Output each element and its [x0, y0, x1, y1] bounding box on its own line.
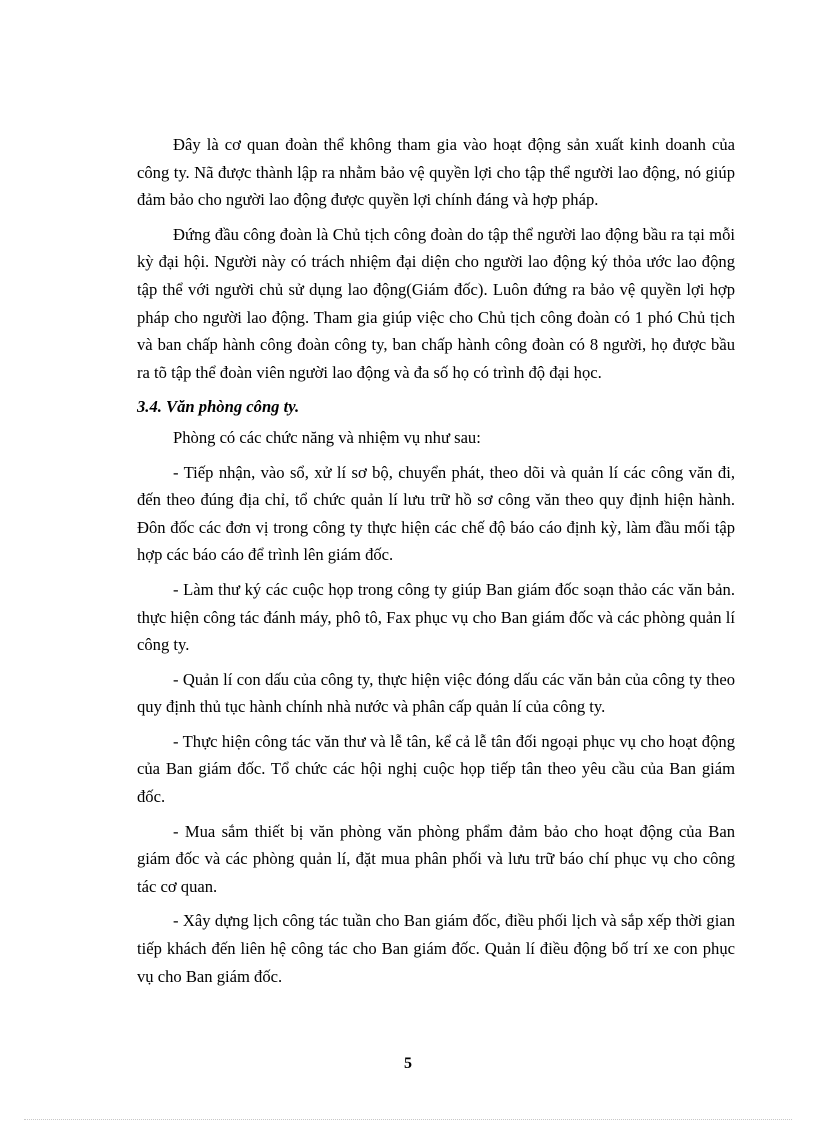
paragraph-office-intro: Phòng có các chức năng và nhiệm vụ như sau: — [173, 427, 481, 447]
paragraph-office-duty-1: - Tiếp nhận, vào sổ, xử lí sơ bộ, chuyển phát, theo dõi và quản lí các công văn đi, đến theo đúng địa chỉ, tổ chức quản lí lưu trữ hồ sơ công văn theo quy định hiện hành. Đôn đốc các đơn vị trong công ty thực hiện các chế độ báo cáo định kỳ, làm đầu mối tập hợp các báo cáo để trình lên giám đốc. — [137, 462, 735, 565]
paragraph-office-duty-5: - Mua sắm thiết bị văn phòng văn phòng phẩm đảm bảo cho hoạt động của Ban giám đốc và các phòng quản lí, đặt mua phân phối và lưu trữ báo chí phục vụ cho công tác cơ quan. — [137, 821, 735, 896]
paragraph-union-overview: Đây là cơ quan đoàn thể không tham gia vào hoạt động sản xuất kinh doanh của công ty. Nã được thành lập ra nhằm bảo vệ quyền lợi cho tập thể người lao động, nó giúp đảm bảo cho người lao động được quyền lợi chính đáng và hợp pháp. — [137, 135, 735, 210]
paragraph-office-duty-4: - Thực hiện công tác văn thư và lễ tân, kể cả lễ tân đối ngoại phục vụ cho hoạt động của Ban giám đốc. Tổ chức các hội nghị cuộc họp tiếp tân theo yêu cầu của Ban giám đốc. — [137, 731, 735, 807]
paragraph-union-leadership: Đứng đầu công đoàn là Chủ tịch công đoàn do tập thể người lao động bầu ra tại mỗi kỳ đại hội. Người này có trách nhiệm đại diện cho người lao động ký thỏa ước lao động tập thể với người chủ sử dụng lao động(Giám đốc). Luôn đứng ra bảo vệ quyền lợi hợp pháp cho người lao động. Tham gia giúp việc cho Chủ tịch công đoàn có 1 phó Chủ tịch và ban chấp hành công đoàn công ty, ban chấp hành công đoàn có 8 người, họ được bầu ra tõ tập thể đoàn viên người lao động và đa số họ có trình độ đại học. — [137, 224, 735, 382]
page-body — [137, 131, 735, 997]
page-number: 5 — [404, 1055, 412, 1072]
paragraph-office-duty-3: - Quản lí con dấu của công ty, thực hiện việc đóng dấu các văn bản của công ty theo quy định thủ tục hành chính nhà nước và phân cấp quản lí của công ty. — [137, 669, 735, 717]
paragraph-office-duty-2: - Làm thư ký các cuộc họp trong công ty giúp Ban giám đốc soạn thảo các văn bản. thực hiện công tác đánh máy, phô tô, Fax phục vụ cho Ban giám đốc và các phòng quản lí công ty. — [137, 579, 735, 655]
page-bottom-divider — [24, 1119, 792, 1120]
paragraph-office-duty-6: - Xây dựng lịch công tác tuần cho Ban giám đốc, điều phối lịch và sắp xếp thời gian tiếp khách đến liên hệ công tác cho Ban giám đốc. Quản lí điều động bố trí xe con phục vụ cho Ban giám đốc. — [137, 911, 735, 986]
section-heading: 3.4. Văn phòng công ty. — [137, 397, 300, 417]
